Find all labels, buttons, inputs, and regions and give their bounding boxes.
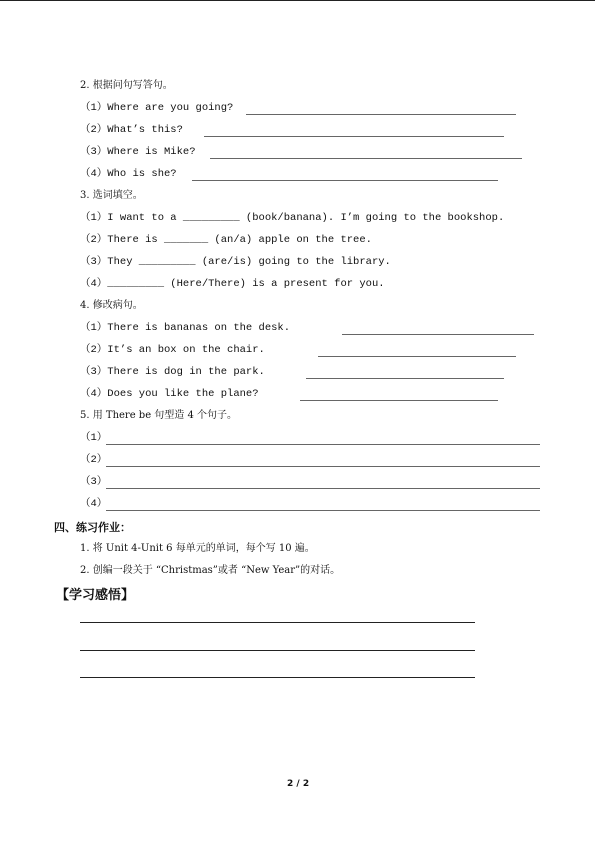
homework-item-2: 2. 创编一段关于 “Christmas”或者 “New Year”的对话。 [80,565,341,576]
page-number: 2 / 2 [287,779,310,789]
reflection-line-2[interactable] [80,650,475,651]
s2-question-4: （4）Who is she? [80,168,177,180]
s2-answer-line-1[interactable] [246,114,516,115]
reflection-heading: 【学习感悟】 [56,588,135,603]
s4-sentence-1: （1）There is bananas on the desk. [80,322,291,334]
s5-sentence-line-3[interactable] [106,488,540,489]
s5-sentence-line-1[interactable] [106,444,540,445]
section-2-title: 2. 根据问句写答句。 [80,80,173,91]
s5-label-4: （4） [80,498,108,510]
reflection-line-3[interactable] [80,677,475,678]
s2-answer-line-2[interactable] [204,136,504,137]
s4-correction-line-4[interactable] [300,400,498,401]
s5-label-1: （1） [80,432,108,444]
s2-answer-line-3[interactable] [210,158,522,159]
s4-correction-line-2[interactable] [318,356,516,357]
s3-item-1: （1）I want to a _________ (book/banana). I’m going to the bookshop. [80,212,505,224]
reflection-line-1[interactable] [80,622,475,623]
s5-sentence-line-4[interactable] [106,510,540,511]
s4-sentence-4: （4）Does you like the plane? [80,388,259,400]
s3-item-2: （2）There is _______ (an/a) apple on the tree. [80,234,372,246]
s2-answer-line-4[interactable] [192,180,498,181]
s3-item-3: （3）They _________ (are/is) going to the library. [80,256,391,268]
homework-heading: 四、练习作业： [54,521,131,534]
s4-sentence-3: （3）There is dog in the park. [80,366,265,378]
s5-label-2: （2） [80,454,108,466]
section-5-title: 5. 用 There be 句型造 4 个句子。 [80,410,238,421]
homework-item-1: 1. 将 Unit 4-Unit 6 每单元的单词，每个写 10 遍。 [80,543,315,554]
s4-correction-line-3[interactable] [306,378,504,379]
section-3-title: 3. 选词填空。 [80,190,143,201]
s5-sentence-line-2[interactable] [106,466,540,467]
s2-question-2: （2）What’s this? [80,124,183,136]
s5-label-3: （3） [80,476,108,488]
s4-correction-line-1[interactable] [342,334,534,335]
section-4-title: 4. 修改病句。 [80,300,143,311]
s2-question-1: （1）Where are you going? [80,102,234,114]
s3-item-4: （4）_________ (Here/There) is a present for you. [80,278,385,290]
s4-sentence-2: （2）It’s an box on the chair. [80,344,265,356]
page-top-border [0,0,595,1]
s2-question-3: （3）Where is Mike? [80,146,196,158]
